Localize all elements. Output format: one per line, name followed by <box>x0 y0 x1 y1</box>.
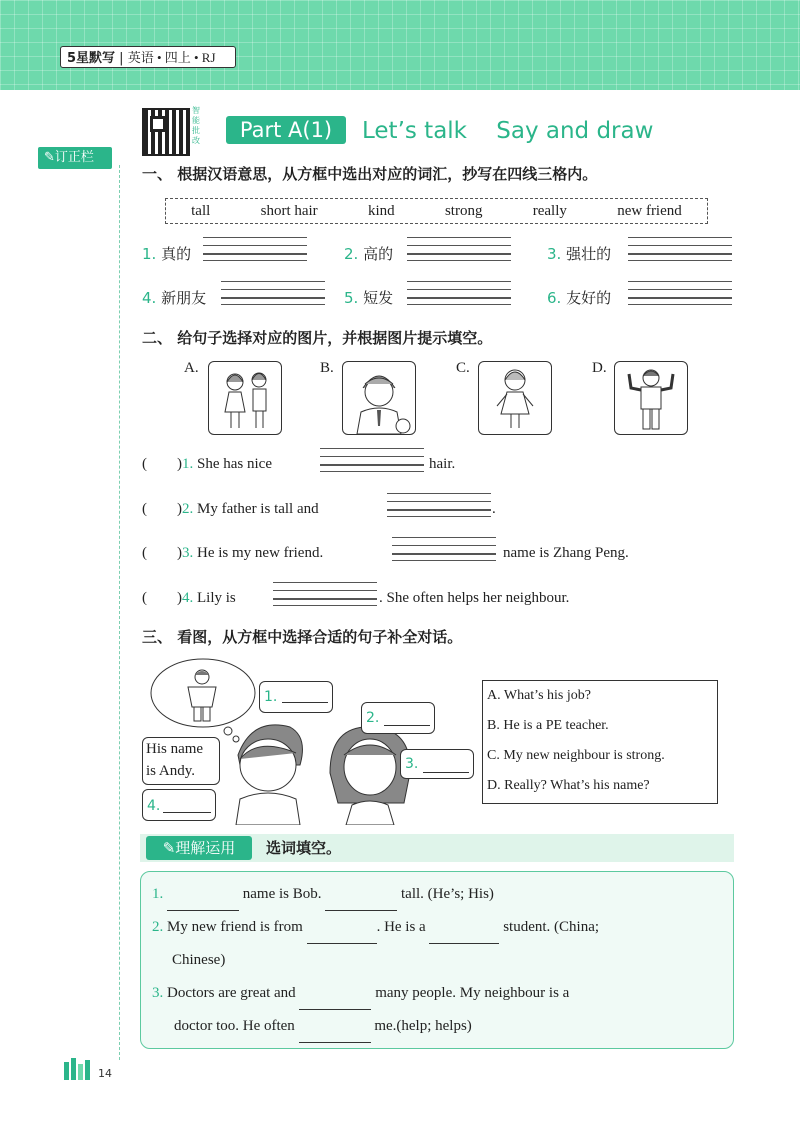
sentence-text: She has nice <box>197 456 272 472</box>
part-tag: Part A(1) <box>226 116 346 144</box>
item-number: 6. <box>547 289 562 307</box>
answer-blank[interactable] <box>307 925 377 944</box>
four-line-grid[interactable] <box>628 281 732 305</box>
sentence-end: . <box>492 501 496 517</box>
section3-heading: 三、 看图，从方框中选择合适的句子补全对话。 <box>142 628 463 646</box>
four-line-grid[interactable] <box>203 237 307 261</box>
option-a: A. What’s his job? <box>487 688 591 703</box>
sentence-end: name is Zhang Peng. <box>503 545 629 561</box>
item-number: 2. <box>182 501 194 517</box>
four-line-grid[interactable] <box>407 237 511 261</box>
four-line-grid[interactable] <box>387 493 491 517</box>
qr-code[interactable] <box>142 108 190 156</box>
option-b: B. He is a PE teacher. <box>487 718 609 733</box>
answer-blank[interactable] <box>299 991 371 1010</box>
answer-blank[interactable] <box>325 892 397 911</box>
s4-line-1 <box>152 878 494 911</box>
s4-line-2 <box>152 911 599 944</box>
qr-caption: 智能批改 <box>192 106 200 145</box>
word-bank-item: tall <box>191 202 211 219</box>
s1-item-1 <box>142 244 191 264</box>
sentence-text: many people. My neighbour is a <box>375 985 570 1001</box>
s2-sentence-2 <box>142 499 319 519</box>
sentence-text: tall. (He’s; His) <box>401 886 494 902</box>
item-number: 3. <box>182 545 194 561</box>
answer-parenthesis[interactable]: ( ) <box>142 590 182 606</box>
s4-line-3 <box>152 977 569 1010</box>
picture-a-girls <box>208 361 282 435</box>
option-d: D. Really? What’s his name? <box>487 778 650 793</box>
item-chinese: 新朋友 <box>161 289 207 307</box>
picture-b-boy <box>342 361 416 435</box>
subject-label: 英语 • 四上 • RJ <box>127 50 216 65</box>
answer-parenthesis[interactable]: ( ) <box>142 545 182 561</box>
item-number: 3. <box>152 985 164 1001</box>
lesson-title: Let’s talk Say and draw <box>362 118 654 144</box>
option-c: C. My new neighbour is strong. <box>487 748 665 763</box>
book-tag: 5星默写 | 英语 • 四上 • RJ <box>60 46 236 68</box>
item-chinese: 高的 <box>363 245 394 263</box>
four-line-grid[interactable] <box>628 237 732 261</box>
series-label: 5星默写 <box>67 51 116 66</box>
correction-column-tag: ✎订正栏 <box>38 147 112 169</box>
page-header <box>0 0 800 90</box>
four-line-grid[interactable] <box>407 281 511 305</box>
s2-sentence-4 <box>142 588 236 608</box>
answer-line[interactable] <box>423 758 469 773</box>
four-line-grid[interactable] <box>320 448 424 472</box>
four-line-grid[interactable] <box>273 582 377 606</box>
picture-c-girl <box>478 361 552 435</box>
s1-item-6 <box>547 288 611 308</box>
girl-illustration <box>479 362 551 434</box>
bubble-number: 3. <box>405 756 419 772</box>
margin-dashed-line <box>119 165 120 1060</box>
item-chinese: 真的 <box>161 245 192 263</box>
sentence-text: me.(help; helps) <box>374 1018 472 1034</box>
bubble-number: 1. <box>264 689 278 705</box>
speech-bubble-2 <box>361 702 435 734</box>
speech-bubble-4 <box>142 789 216 821</box>
sentence-text: My father is tall and <box>197 501 319 517</box>
answer-line[interactable] <box>163 798 211 813</box>
s1-item-3 <box>547 244 611 264</box>
sentence-text: Doctors are great and <box>167 985 296 1001</box>
four-line-grid[interactable] <box>392 537 496 561</box>
s4-line-3b <box>174 1010 472 1043</box>
book-stripes-icon <box>62 1058 94 1080</box>
girls-illustration <box>209 362 281 434</box>
item-chinese: 强壮的 <box>566 245 612 263</box>
item-number: 2. <box>152 919 164 935</box>
boy-illustration <box>343 362 415 434</box>
speech-text: is Andy. <box>146 763 196 779</box>
answer-blank[interactable] <box>167 892 239 911</box>
section2-heading: 二、 给句子选择对应的图片，并根据图片提示填空。 <box>142 329 493 347</box>
s1-item-4 <box>142 288 206 308</box>
speech-bubble-1 <box>259 681 333 713</box>
s1-item-2 <box>344 244 393 264</box>
speech-text: His name <box>146 741 204 757</box>
word-bank <box>165 198 708 224</box>
answer-parenthesis[interactable]: ( ) <box>142 456 182 472</box>
strong-man-illustration <box>615 362 687 434</box>
item-number: 1. <box>142 245 157 263</box>
tag-label: 理解运用 <box>175 839 236 857</box>
picture-label: B. <box>320 360 334 376</box>
item-number: 4. <box>142 289 157 307</box>
item-chinese: 友好的 <box>566 289 612 307</box>
section1-heading: 一、 根据汉语意思，从方框中选出对应的词汇，抄写在四线三格内。 <box>142 165 598 183</box>
answer-line[interactable] <box>384 711 430 726</box>
section4-tag <box>146 836 252 860</box>
sentence-text: student. (China; <box>503 919 600 935</box>
item-number: 4. <box>182 590 194 606</box>
s2-sentence-1 <box>142 454 272 474</box>
answer-blank[interactable] <box>299 1024 371 1043</box>
sentence-text: doctor too. He often <box>174 1018 295 1034</box>
section4-heading: 选词填空。 <box>266 839 342 857</box>
sentence-end: . She often helps her neighbour. <box>379 590 570 606</box>
answer-parenthesis[interactable]: ( ) <box>142 501 182 517</box>
word-bank-item: really <box>532 202 567 219</box>
answer-blank[interactable] <box>429 925 499 944</box>
sentence-text: name is Bob. <box>242 886 322 902</box>
word-bank-item: short hair <box>260 202 318 219</box>
picture-label: D. <box>592 360 607 376</box>
picture-label: C. <box>456 360 470 376</box>
sentence-text: Lily is <box>197 590 236 606</box>
four-line-grid[interactable] <box>221 281 325 305</box>
item-number: 3. <box>547 245 562 263</box>
item-number: 5. <box>344 289 359 307</box>
item-number: 1. <box>182 456 194 472</box>
item-number: 2. <box>344 245 359 263</box>
sentence-text: . He is a <box>376 919 426 935</box>
item-number: 1. <box>152 886 164 902</box>
word-bank-item: kind <box>367 202 395 219</box>
s2-sentence-3 <box>142 543 323 563</box>
options-box <box>482 680 718 804</box>
answer-line[interactable] <box>282 688 328 703</box>
bubble-number: 4. <box>147 798 161 814</box>
picture-label: A. <box>184 360 199 376</box>
bubble-number: 2. <box>366 710 380 726</box>
word-bank-item: new friend <box>617 202 682 219</box>
pencil-icon: ✎ <box>162 839 176 857</box>
item-chinese: 短发 <box>363 289 394 307</box>
s1-item-5 <box>344 288 393 308</box>
speech-bubble-3 <box>400 749 474 779</box>
sentence-text: He is my new friend. <box>197 545 324 561</box>
sentence-end: hair. <box>429 456 456 472</box>
picture-d-man <box>614 361 688 435</box>
speech-bubble-andy <box>142 737 220 785</box>
word-bank-item: strong <box>444 202 483 219</box>
sentence-text: My new friend is from <box>167 919 303 935</box>
s4-line-2b: Chinese) <box>172 952 226 968</box>
page-number: 14 <box>98 1067 112 1080</box>
